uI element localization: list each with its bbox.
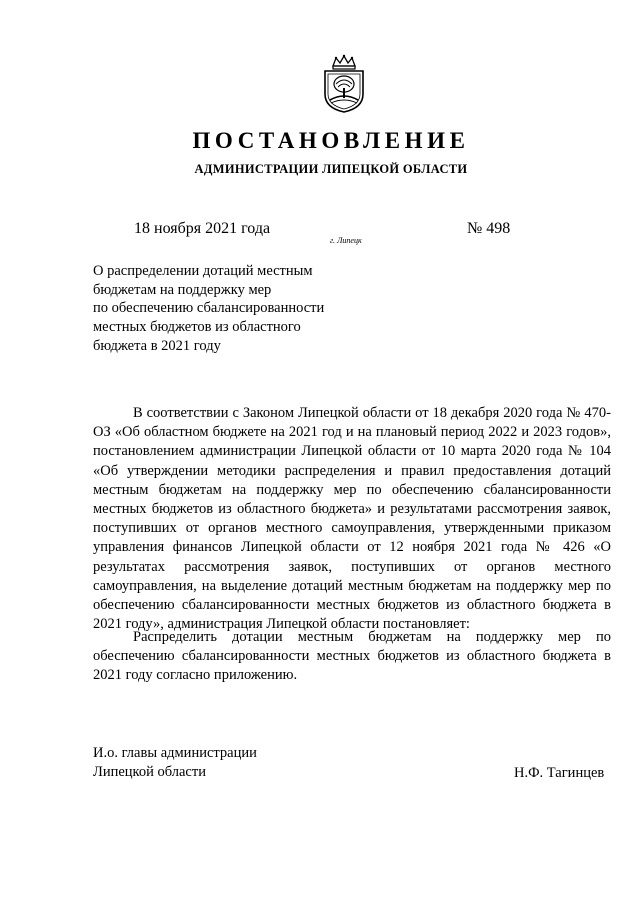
subject-line: местных бюджетов из областного: [93, 319, 301, 336]
document-date: 18 ноября 2021 года: [134, 220, 271, 237]
subject-line: по обеспечению сбалансированности: [93, 300, 325, 317]
signatory-name: Н.Ф. Тагинцев: [514, 765, 605, 781]
document-issuer: АДМИНИСТРАЦИИ ЛИПЕЦКОЙ ОБЛАСТИ: [194, 162, 468, 176]
coat-of-arms-icon: [319, 54, 369, 114]
body-paragraph-preamble: В соответствии с Законом Липецкой области от 18 декабря 2020 года № 470-ОЗ «Об областном бюджете на 2021 год и на плановый период 2022 и 2023 годов», постановлением администрации Липецкой области от 10 марта 2020 года № 104 «Об утверждении методики распределения и правил предоставления дотаций местным бюджетам на поддержку мер по обеспечению сбалансированности местных бюджетов из областного бюджета» и результатами рассмотрения заявок, поступивших от органов местного самоуправления, утвержденными приказом управления финансов Липецкой области от 12 ноября 2021 года № 426 «О результатах рассмотрения заявок, поступивших от органов местного самоуправления, на выделение дотаций местным бюджетам на поддержку мер по обеспечению сбалансированности местных бюджетов из областного бюджета в 2021 году», администрация Липецкой области постановляет:: [93, 405, 611, 633]
subject-line: бюджета в 2021 году: [93, 337, 221, 354]
document-number: № 498: [467, 220, 511, 237]
document-city: г. Липецк: [330, 236, 362, 245]
document-subject: [93, 262, 393, 356]
document-title: ПОСТАНОВЛЕНИЕ: [192, 128, 470, 153]
signatory-position-line: Липецкой области: [93, 764, 206, 780]
signatory-position-line: И.о. главы администрации: [93, 745, 257, 761]
body-paragraph-decision: Распределить дотации местным бюджетам на поддержку мер по обеспечению сбалансированности местных бюджетов из областного бюджета в 2021 году согласно приложению.: [93, 629, 611, 684]
signatory-position: [93, 744, 257, 782]
subject-line: бюджетам на поддержку мер: [93, 281, 272, 298]
subject-line: О распределении дотаций местным: [93, 263, 313, 279]
